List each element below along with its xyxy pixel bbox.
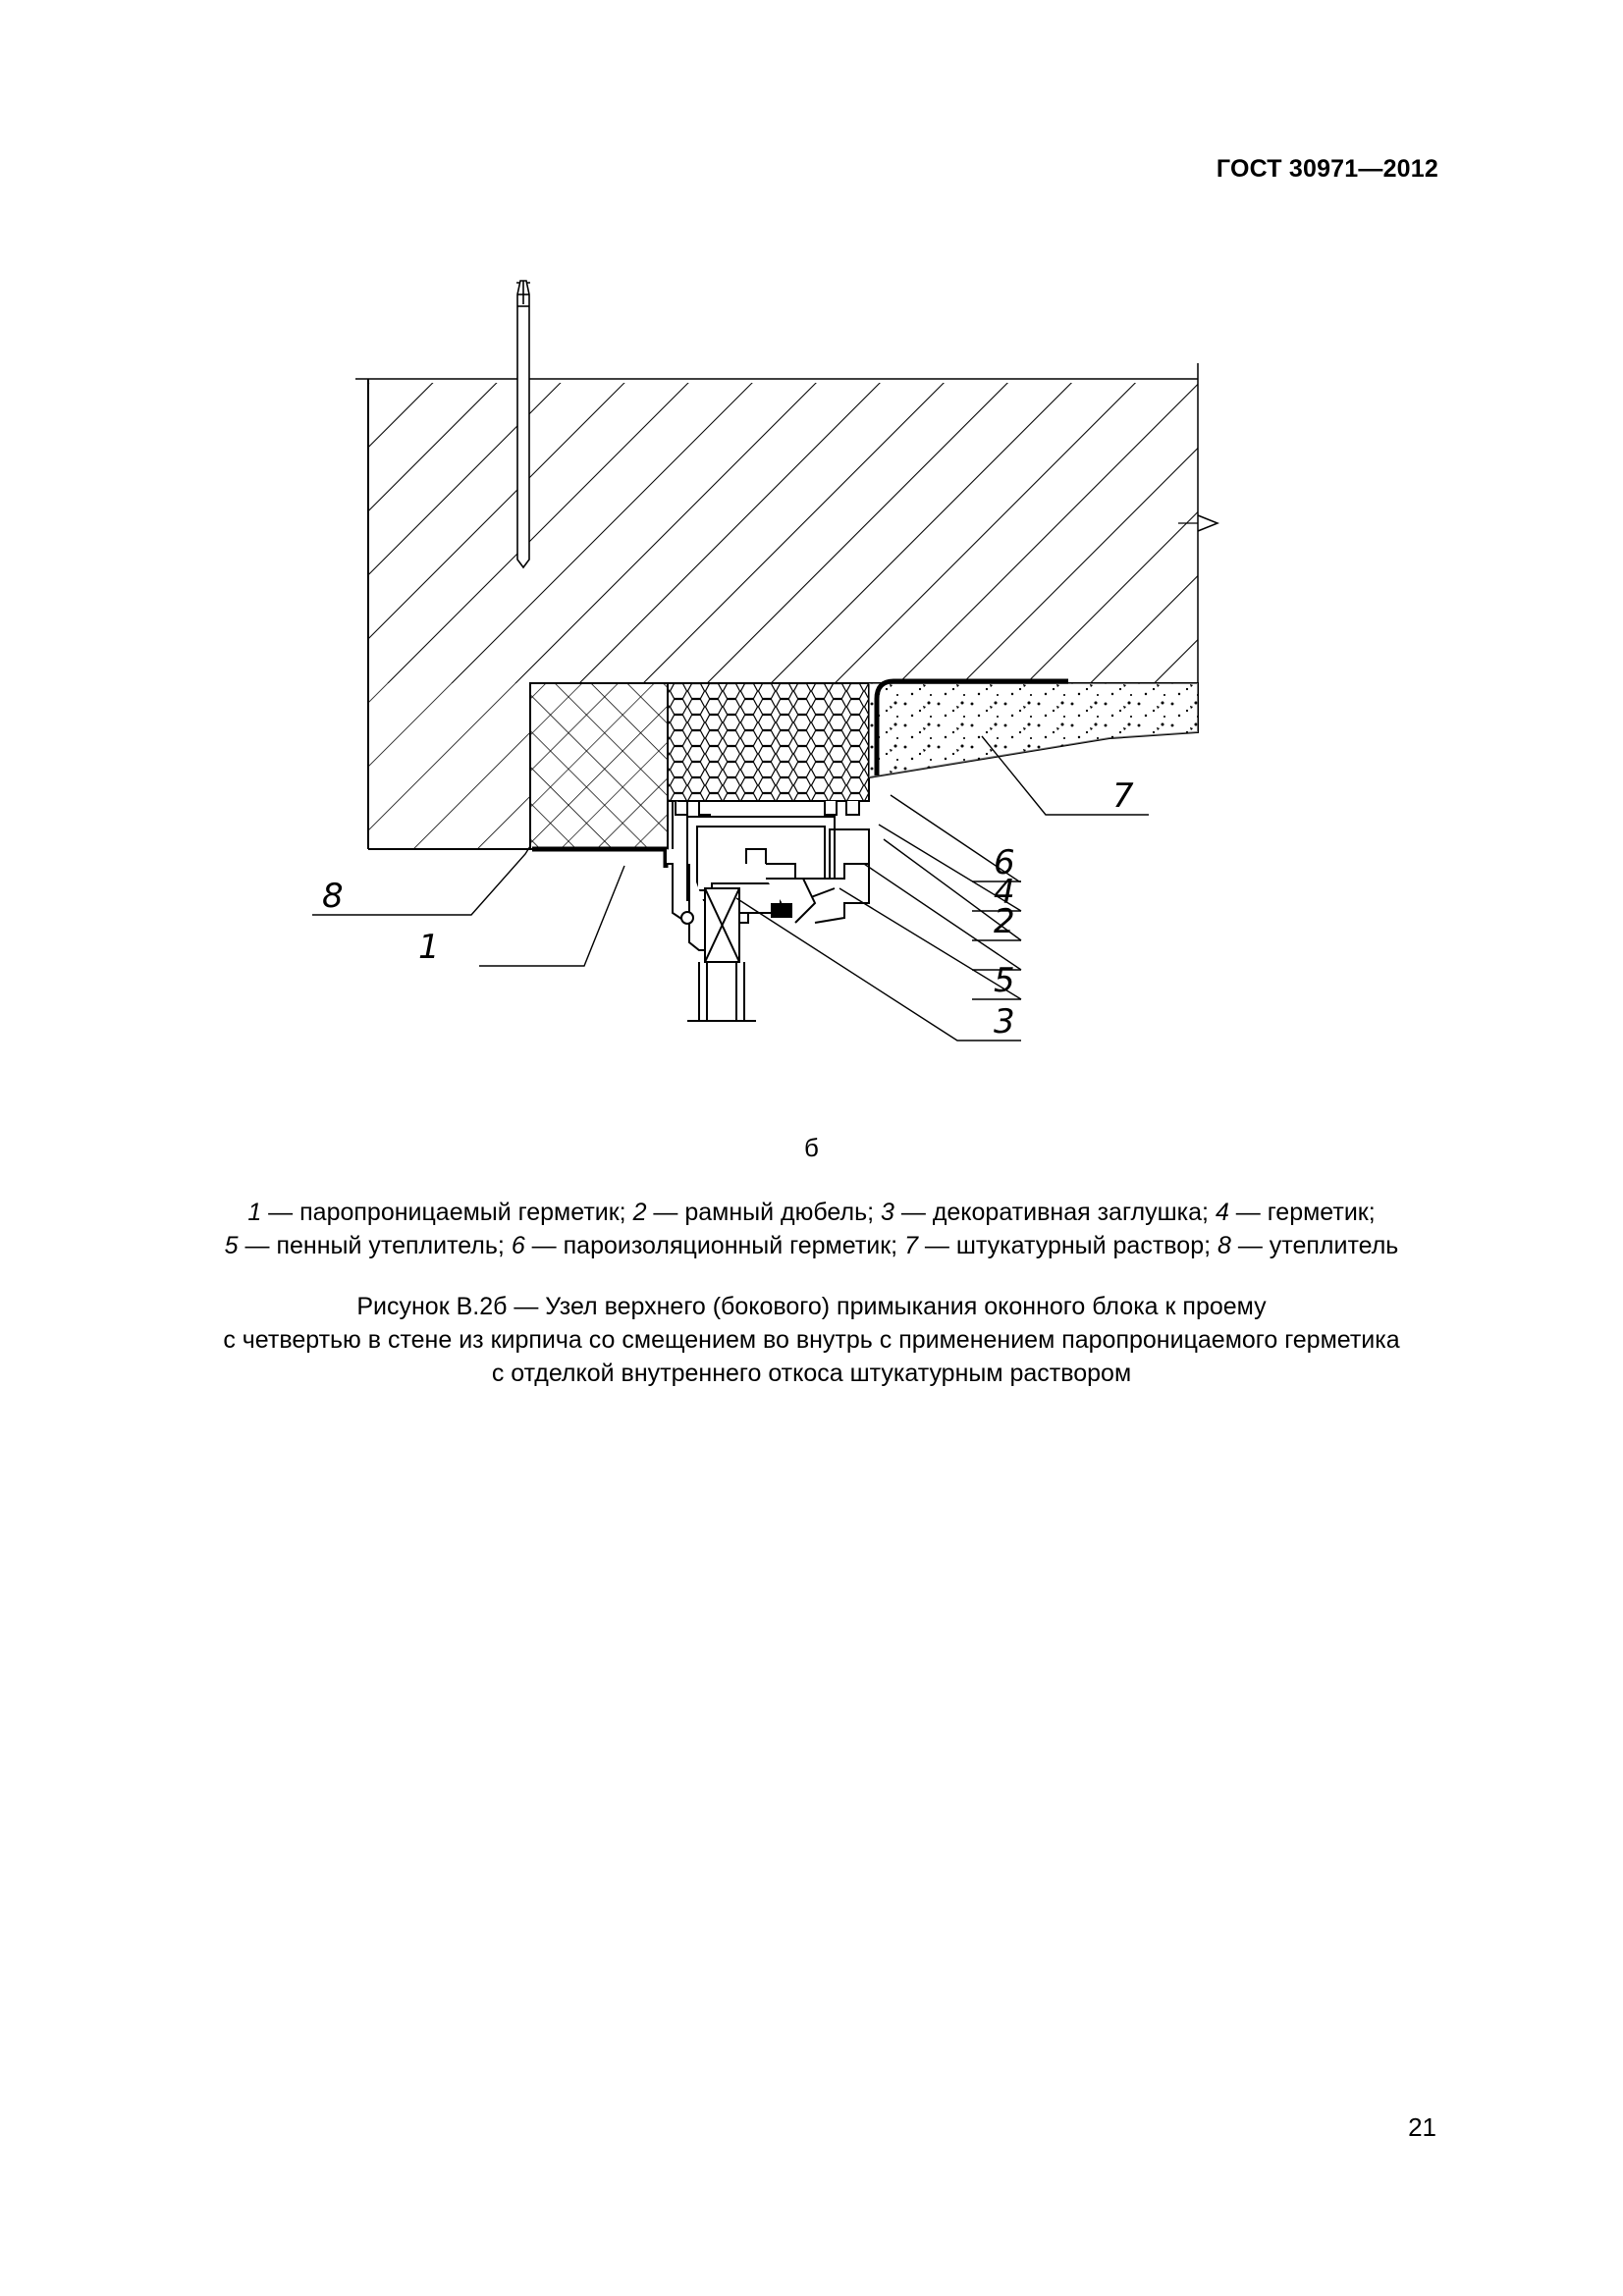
figure-legend [0, 1196, 1623, 1262]
legend-text: — рамный дюбель; [646, 1199, 882, 1226]
callout-label: 8 [322, 877, 344, 916]
dowel-rendered [517, 281, 529, 567]
legend-text: — пароизоляционный герметик; [524, 1232, 905, 1259]
legend-number: 3 [881, 1199, 894, 1226]
figure-caption [0, 1290, 1623, 1390]
legend-text: — декоративная заглушка; [893, 1199, 1216, 1226]
legend-number: 8 [1217, 1232, 1231, 1259]
callout-label: 3 [994, 1002, 1015, 1041]
legend-text: — штукатурный раствор; [917, 1232, 1217, 1259]
foam-insulation [668, 683, 869, 801]
legend-number: 1 [247, 1199, 262, 1226]
callout-label: 7 [1112, 776, 1134, 816]
legend-text: — паропроницаемый герметик; [261, 1199, 633, 1226]
caption-line-3: с отделкой внутреннего откоса штукатурным раствором [491, 1360, 1132, 1387]
figure-sub-letter: б [804, 1133, 819, 1162]
callout-label: 6 [994, 843, 1015, 882]
callout-label: 5 [994, 961, 1015, 1000]
page-number: 21 [1408, 2112, 1436, 2142]
caption-line-1: Рисунок В.2б — Узел верхнего (бокового) примыкания оконного блока к проему [356, 1293, 1267, 1320]
callout-label: 1 [418, 928, 440, 967]
document-header: ГОСТ 30971—2012 [1216, 155, 1438, 183]
legend-text: — утеплитель [1230, 1232, 1399, 1259]
legend-text: — пенный утеплитель; [238, 1232, 512, 1259]
legend-number: 4 [1215, 1199, 1229, 1226]
legend-number: 5 [224, 1232, 239, 1259]
legend-line-1 [0, 1196, 1623, 1229]
caption-line-2: с четвертью в стене из кирпича со смещением во внутрь с применением паропроницаемого герметика [223, 1326, 1400, 1354]
legend-line-2 [0, 1229, 1623, 1262]
legend-number: 6 [511, 1232, 525, 1259]
callout-label: 4 [994, 873, 1015, 912]
legend-number: 2 [632, 1199, 647, 1226]
legend-number: 7 [904, 1232, 918, 1259]
technical-drawing [322, 353, 1316, 1099]
callout-label: 2 [994, 902, 1015, 941]
window-frame-profile [666, 801, 869, 1021]
legend-text: — герметик; [1228, 1199, 1376, 1226]
vapor-permeable-sealant [532, 849, 666, 868]
